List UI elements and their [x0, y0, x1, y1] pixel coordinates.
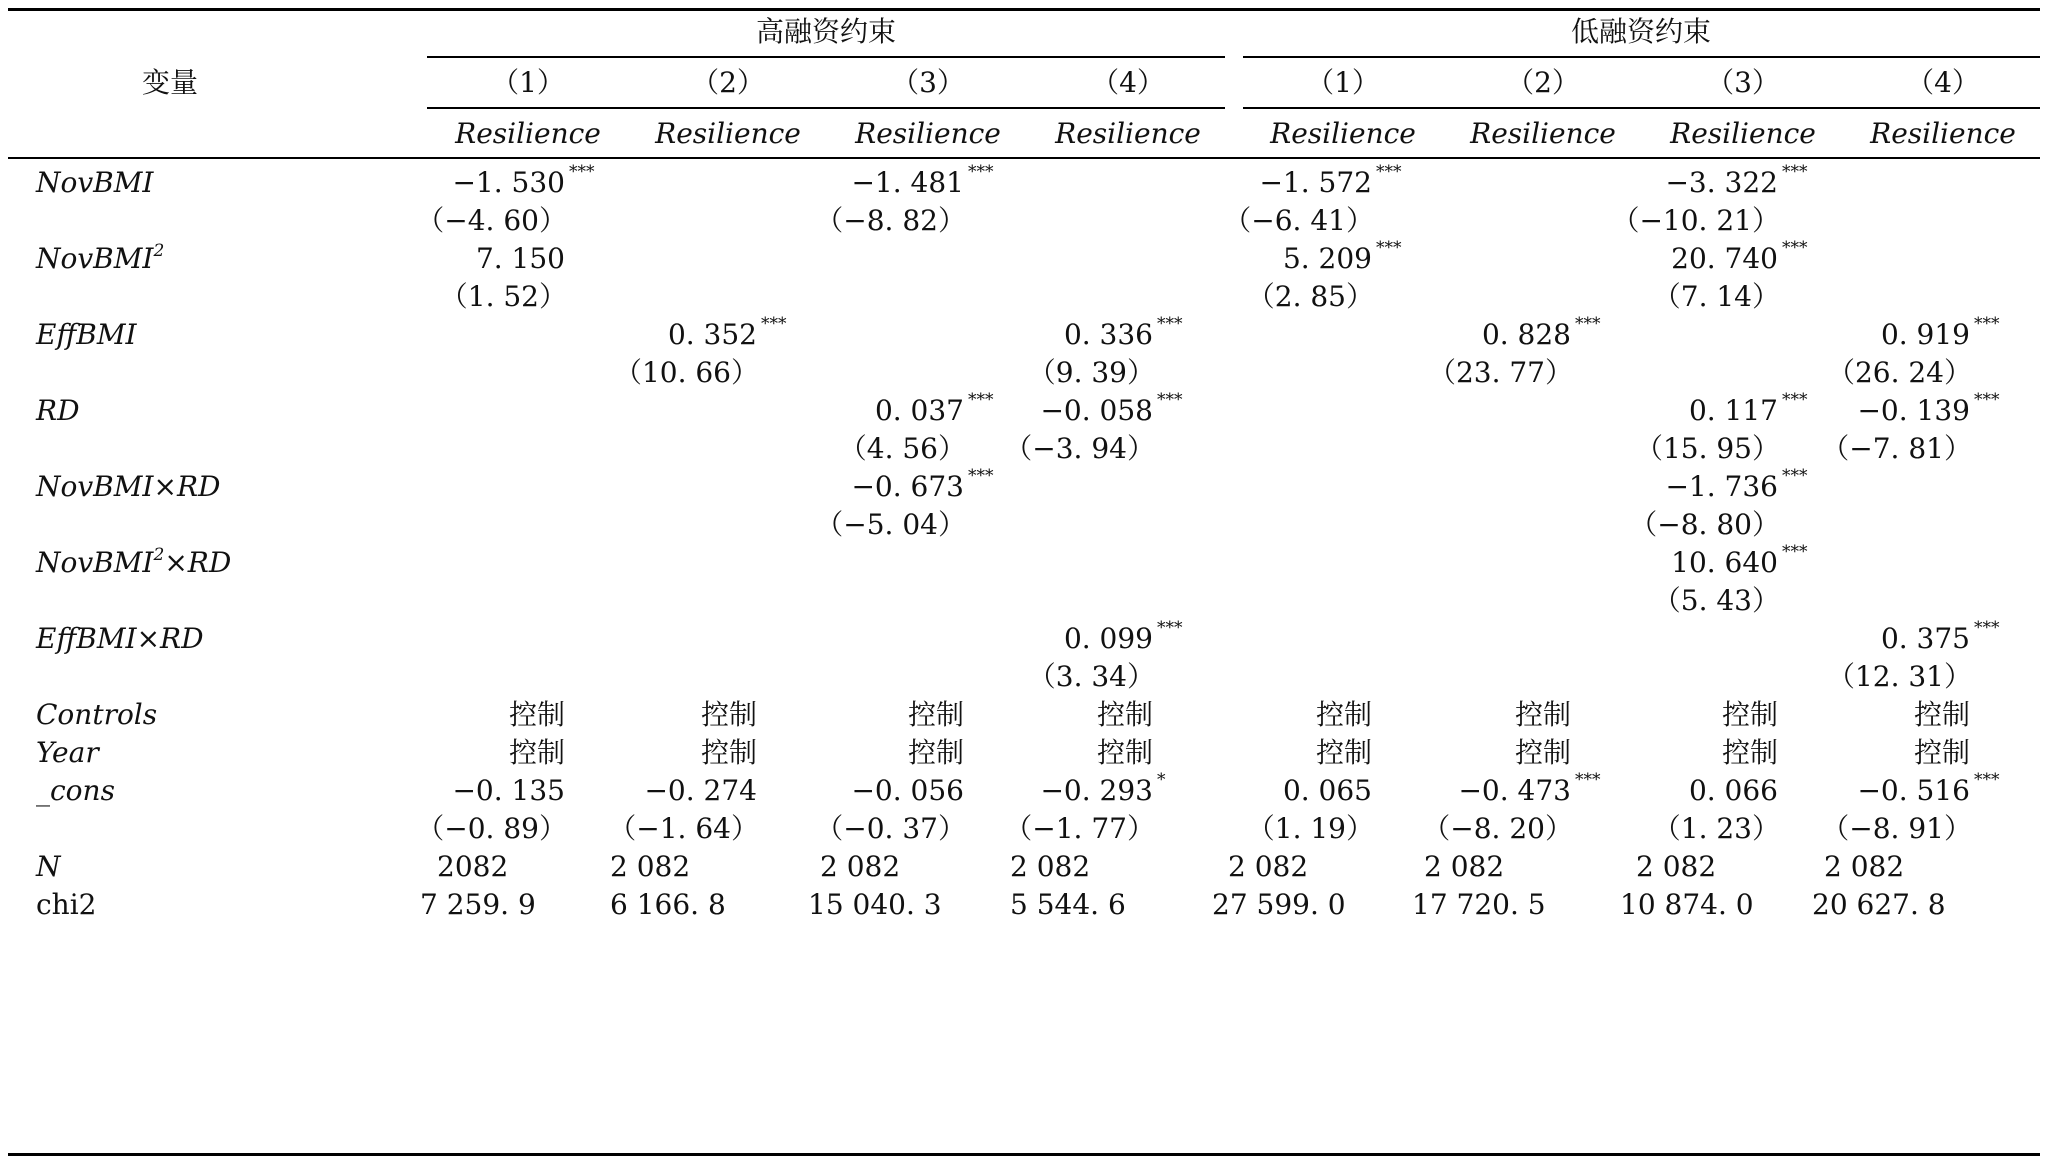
- t-statistic-cell: （26. 24）: [1826, 356, 1972, 389]
- bottom-rule: [8, 1153, 2040, 1156]
- top-rule: [8, 8, 2040, 11]
- coefficient-cell: −0. 135: [452, 774, 565, 807]
- t-statistic-cell: （1. 23）: [1652, 812, 1780, 845]
- header-bottom-rule: [8, 157, 2040, 159]
- coefficient-cell: 0. 117 ***: [1688, 390, 1808, 427]
- t-statistic-cell: （9. 39）: [1027, 356, 1155, 389]
- control-cell: 控制: [1514, 736, 1571, 769]
- variable-header: 变量: [141, 66, 199, 99]
- coefficient-cell: −3. 322 ***: [1665, 162, 1808, 199]
- group-low-header: 低融资约束: [1570, 15, 1712, 48]
- column-number: （4）: [1091, 66, 1165, 99]
- colnum-high-underline: [427, 107, 1225, 109]
- row-label: EffBMI: [36, 318, 137, 351]
- coefficient-cell: −0. 056: [851, 774, 964, 807]
- t-statistic-cell: （5. 43）: [1652, 584, 1780, 617]
- t-statistic-cell: （3. 34）: [1027, 660, 1155, 693]
- control-cell: 控制: [1913, 698, 1970, 731]
- coefficient-cell: −1. 572 ***: [1259, 162, 1402, 199]
- row-label: EffBMI×RD: [36, 622, 204, 655]
- t-statistic-cell: （−8. 91）: [1821, 812, 1972, 845]
- row-label: NovBMI$^2$: [36, 241, 165, 275]
- significance-stars: ***: [1157, 314, 1183, 334]
- coefficient-cell: 0. 919 ***: [1880, 314, 2000, 351]
- t-statistic-cell: （−8. 80）: [1629, 508, 1780, 541]
- significance-stars: ***: [1974, 618, 2000, 638]
- dependent-variable-label: Resilience: [1670, 117, 1816, 150]
- t-statistic-cell: （7. 14）: [1652, 280, 1780, 313]
- t-statistic-cell: （1. 52）: [439, 280, 567, 313]
- t-statistic-cell: （−0. 37）: [815, 812, 966, 845]
- t-statistic-cell: （23. 77）: [1427, 356, 1573, 389]
- chi2-cell: 27 599. 0: [1212, 888, 1346, 921]
- significance-stars: ***: [1974, 390, 2000, 410]
- significance-stars: ***: [1575, 314, 1601, 334]
- control-cell: 控制: [1096, 736, 1153, 769]
- control-cell: 控制: [700, 698, 757, 731]
- chi2-cell: 5 544. 6: [1010, 888, 1126, 921]
- coefficient-cell: 0. 828 ***: [1481, 314, 1601, 351]
- t-statistic-cell: （−8. 20）: [1422, 812, 1573, 845]
- superscript: 2: [153, 545, 165, 565]
- dependent-variable-label: Resilience: [1055, 117, 1201, 150]
- column-number: （3）: [1706, 66, 1780, 99]
- observation-count-cell: 2 082: [1424, 850, 1505, 883]
- control-cell: 控制: [1514, 698, 1571, 731]
- coefficient-cell: 0. 065: [1282, 774, 1372, 807]
- coefficient-cell: 0. 375 ***: [1880, 618, 2000, 655]
- row-label: Year: [36, 736, 99, 769]
- coefficient-cell: 7. 150: [475, 242, 565, 275]
- significance-stars: ***: [1782, 542, 1808, 562]
- group-low-underline: [1243, 56, 2040, 58]
- chi2-cell: 20 627. 8: [1812, 888, 1946, 921]
- coefficient-cell: 0. 336 ***: [1063, 314, 1183, 351]
- coefficient-cell: −0. 473 ***: [1458, 770, 1601, 807]
- significance-stars: ***: [1782, 390, 1808, 410]
- significance-stars: ***: [968, 162, 994, 182]
- group-high-header: 高融资约束: [755, 15, 897, 48]
- coefficient-cell: −0. 274: [644, 774, 757, 807]
- row-label: NovBMI: [36, 166, 154, 199]
- row-label: chi2: [36, 888, 97, 921]
- control-cell: 控制: [1913, 736, 1970, 769]
- control-cell: 控制: [508, 736, 565, 769]
- observation-count-cell: 2 082: [1824, 850, 1905, 883]
- coefficient-cell: −0. 139 ***: [1857, 390, 2000, 427]
- coefficient-cell: −0. 058 ***: [1040, 390, 1183, 427]
- t-statistic-cell: （−0. 89）: [416, 812, 567, 845]
- column-number: （3）: [891, 66, 965, 99]
- significance-stars: ***: [968, 390, 994, 410]
- control-cell: 控制: [907, 698, 964, 731]
- coefficient-cell: −0. 293 *: [1040, 770, 1166, 807]
- chi2-cell: 6 166. 8: [610, 888, 726, 921]
- control-cell: 控制: [508, 698, 565, 731]
- significance-stars: ***: [1974, 770, 2000, 790]
- t-statistic-cell: （−6. 41）: [1223, 204, 1374, 237]
- chi2-cell: 7 259. 9: [420, 888, 536, 921]
- dependent-variable-label: Resilience: [1470, 117, 1616, 150]
- significance-stars: ***: [968, 466, 994, 486]
- t-statistic-cell: （10. 66）: [613, 356, 759, 389]
- t-statistic-cell: （−10. 21）: [1611, 204, 1780, 237]
- significance-stars: ***: [1782, 466, 1808, 486]
- dependent-variable-label: Resilience: [455, 117, 601, 150]
- significance-stars: ***: [1376, 238, 1402, 258]
- significance-stars: ***: [1157, 618, 1183, 638]
- coefficient-cell: 5. 209 ***: [1282, 238, 1402, 275]
- row-label: N: [36, 850, 61, 883]
- t-statistic-cell: （12. 31）: [1826, 660, 1972, 693]
- t-statistic-cell: （−5. 04）: [815, 508, 966, 541]
- control-cell: 控制: [1315, 698, 1372, 731]
- t-statistic-cell: （2. 85）: [1246, 280, 1374, 313]
- t-statistic-cell: （−7. 81）: [1821, 432, 1972, 465]
- coefficient-cell: −1. 481 ***: [851, 162, 994, 199]
- observation-count-cell: 2 082: [1228, 850, 1309, 883]
- coefficient-cell: 20. 740 ***: [1671, 238, 1808, 275]
- row-label: Controls: [36, 698, 158, 731]
- t-statistic-cell: （−4. 60）: [416, 204, 567, 237]
- significance-stars: ***: [569, 162, 595, 182]
- t-statistic-cell: （−3. 94）: [1004, 432, 1155, 465]
- column-number: （2）: [1506, 66, 1580, 99]
- group-high-underline: [427, 56, 1225, 58]
- significance-stars: ***: [1782, 238, 1808, 258]
- column-number: （4）: [1906, 66, 1980, 99]
- t-statistic-cell: （1. 19）: [1246, 812, 1374, 845]
- coefficient-cell: −1. 736 ***: [1665, 466, 1808, 503]
- significance-stars: ***: [1575, 770, 1601, 790]
- control-cell: 控制: [1315, 736, 1372, 769]
- control-cell: 控制: [907, 736, 964, 769]
- row-label: RD: [36, 394, 80, 427]
- control-cell: 控制: [1721, 698, 1778, 731]
- observation-count-cell: 2 082: [820, 850, 901, 883]
- chi2-cell: 17 720. 5: [1412, 888, 1546, 921]
- column-number: （2）: [691, 66, 765, 99]
- dependent-variable-label: Resilience: [1270, 117, 1416, 150]
- significance-stars: *: [1157, 770, 1166, 790]
- coefficient-cell: 0. 099 ***: [1063, 618, 1183, 655]
- coefficient-cell: −0. 673 ***: [851, 466, 994, 503]
- significance-stars: ***: [1782, 162, 1808, 182]
- significance-stars: ***: [761, 314, 787, 334]
- dependent-variable-label: Resilience: [855, 117, 1001, 150]
- row-label: _cons: [36, 774, 115, 807]
- significance-stars: ***: [1157, 390, 1183, 410]
- t-statistic-cell: （−8. 82）: [815, 204, 966, 237]
- significance-stars: ***: [1974, 314, 2000, 334]
- coefficient-cell: −1. 530 ***: [452, 162, 595, 199]
- control-cell: 控制: [1721, 736, 1778, 769]
- chi2-cell: 15 040. 3: [808, 888, 942, 921]
- observation-count-cell: 2082: [437, 850, 509, 883]
- coefficient-cell: 0. 352 ***: [667, 314, 787, 351]
- dependent-variable-label: Resilience: [655, 117, 801, 150]
- t-statistic-cell: （4. 56）: [838, 432, 966, 465]
- control-cell: 控制: [700, 736, 757, 769]
- column-number: （1）: [1306, 66, 1380, 99]
- coefficient-cell: −0. 516 ***: [1857, 770, 2000, 807]
- t-statistic-cell: （−1. 77）: [1004, 812, 1155, 845]
- significance-stars: ***: [1376, 162, 1402, 182]
- column-number: （1）: [491, 66, 565, 99]
- row-label: NovBMI$^2$×RD: [36, 545, 232, 579]
- coefficient-cell: 0. 066: [1688, 774, 1778, 807]
- control-cell: 控制: [1096, 698, 1153, 731]
- dependent-variable-label: Resilience: [1870, 117, 2016, 150]
- t-statistic-cell: （15. 95）: [1634, 432, 1780, 465]
- chi2-cell: 10 874. 0: [1620, 888, 1754, 921]
- observation-count-cell: 2 082: [1010, 850, 1091, 883]
- colnum-low-underline: [1243, 107, 2040, 109]
- observation-count-cell: 2 082: [1636, 850, 1717, 883]
- coefficient-cell: 0. 037 ***: [874, 390, 994, 427]
- superscript: 2: [153, 241, 165, 261]
- t-statistic-cell: （−1. 64）: [608, 812, 759, 845]
- coefficient-cell: 10. 640 ***: [1671, 542, 1808, 579]
- row-label: NovBMI×RD: [36, 470, 221, 503]
- observation-count-cell: 2 082: [610, 850, 691, 883]
